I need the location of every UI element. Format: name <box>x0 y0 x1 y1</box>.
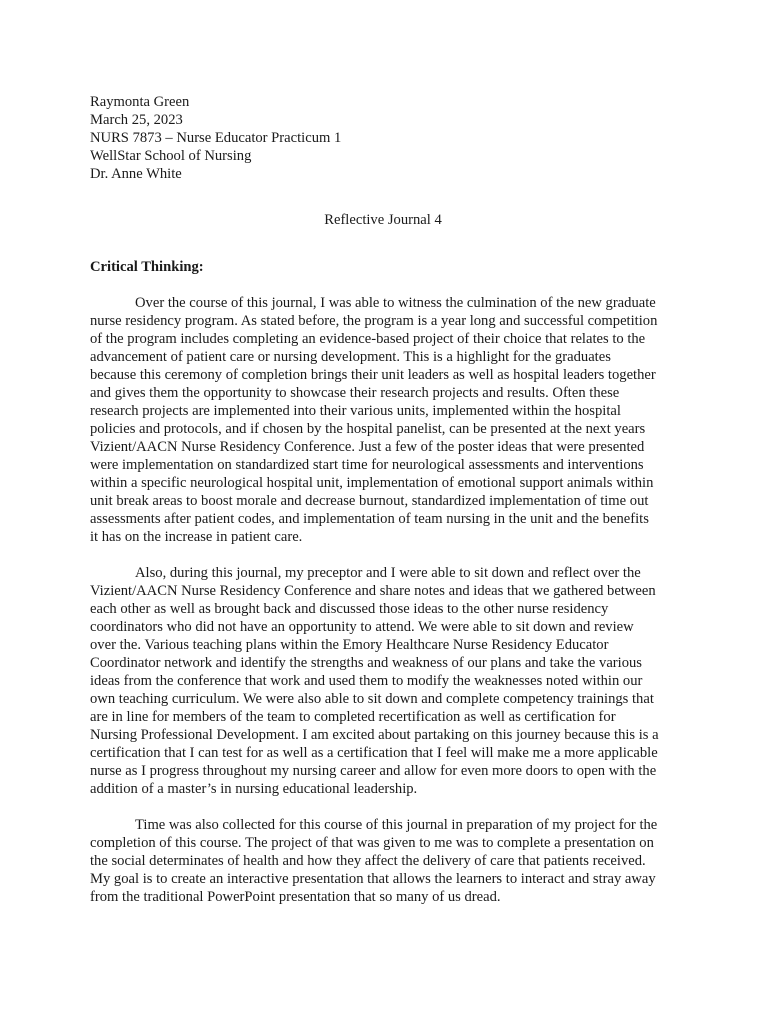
paragraph-line: certification that I can test for as well as a certification that I feel will make me a more applicable <box>90 745 658 761</box>
paragraph-line: are in line for members of the team to completed recertification as well as certification for <box>90 709 616 725</box>
paragraph-line: nurse residency program. As stated before, the program is a year long and successful competition <box>90 313 658 329</box>
paragraph-line: addition of a master’s in nursing educational leadership. <box>90 781 418 797</box>
paragraph-line: Over the course of this journal, I was able to witness the culmination of the new graduate <box>135 295 656 311</box>
document-title: Reflective Journal 4 <box>324 212 442 228</box>
paragraph-line: assessments after patient codes, and implementation of team nursing in the unit and the benefits <box>90 511 649 527</box>
paragraph-line: over the. Various teaching plans within the Emory Healthcare Nurse Residency Educator <box>90 637 609 653</box>
paragraph-line: ideas from the conference that work and used them to modify the weaknesses noted within our <box>90 673 643 689</box>
paragraph-line: within a specific neurological hospital unit, implementation of emotional support animals within <box>90 475 654 491</box>
paragraph-2 <box>90 564 676 798</box>
paragraph-line: Time was also collected for this course of this journal in preparation of my project for the <box>135 817 658 833</box>
header-block <box>90 93 676 183</box>
paragraph-line: each other as well as brought back and discussed those ideas to the other nurse residency <box>90 601 609 617</box>
paragraph-line: own teaching curriculum. We were also able to sit down and complete competency trainings that <box>90 691 654 707</box>
paragraph-line: unit break areas to boost morale and decrease burnout, standardized implementation of time out <box>90 493 649 509</box>
section-heading: Critical Thinking: <box>90 259 204 275</box>
author-name: Raymonta Green <box>90 94 190 110</box>
paragraph-line: Vizient/AACN Nurse Residency Conference. Just a few of the poster ideas that were presented <box>90 439 645 455</box>
paragraph-line: Nursing Professional Development. I am excited about partaking on this journey because this is a <box>90 727 659 743</box>
paragraph-line: were implementation on standardized start time for neurological assessments and interventions <box>90 457 644 473</box>
paragraph-line: research projects are implemented into their various units, implemented within the hospital <box>90 403 621 419</box>
paragraph-line: of the program includes completing an evidence-based project of their choice that relates to the <box>90 331 646 347</box>
paragraph-line: nurse as I progress throughout my nursing career and allow for even more doors to open with the <box>90 763 657 779</box>
paragraph-3 <box>90 816 676 906</box>
paragraph-line: advancement of patient care or nursing development. This is a highlight for the graduates <box>90 349 611 365</box>
paragraph-line: Vizient/AACN Nurse Residency Conference and share notes and ideas that we gathered between <box>90 583 656 599</box>
paragraph-line: it has on the increase in patient care. <box>90 529 303 545</box>
school-name: WellStar School of Nursing <box>90 148 252 164</box>
instructor-name: Dr. Anne White <box>90 166 182 182</box>
paragraph-line: coordinators who did not have an opportunity to attend. We were able to sit down and review <box>90 619 634 635</box>
paragraph-line: and gives them the opportunity to showcase their research projects and results. Often these <box>90 385 620 401</box>
paragraph-line: Coordinator network and identify the strengths and weakness of our plans and take the various <box>90 655 642 671</box>
paragraph-line: the social determinates of health and how they affect the delivery of care that patients received. <box>90 853 646 869</box>
paragraph-line: completion of this course. The project of that was given to me was to complete a presentation on <box>90 835 654 851</box>
paragraph-line: from the traditional PowerPoint presentation that so many of us dread. <box>90 889 501 905</box>
paragraph-line: Also, during this journal, my preceptor and I were able to sit down and reflect over the <box>135 565 641 581</box>
paragraph-1 <box>90 294 676 546</box>
document-page <box>90 93 676 906</box>
document-date: March 25, 2023 <box>90 112 183 128</box>
paragraph-line: My goal is to create an interactive presentation that allows the learners to interact and stray away <box>90 871 656 887</box>
course-name: NURS 7873 – Nurse Educator Practicum 1 <box>90 130 342 146</box>
paragraph-line: policies and protocols, and if chosen by the hospital panelist, can be presented at the next years <box>90 421 646 437</box>
paragraph-line: because this ceremony of completion brings their unit leaders as well as hospital leaders together <box>90 367 656 383</box>
